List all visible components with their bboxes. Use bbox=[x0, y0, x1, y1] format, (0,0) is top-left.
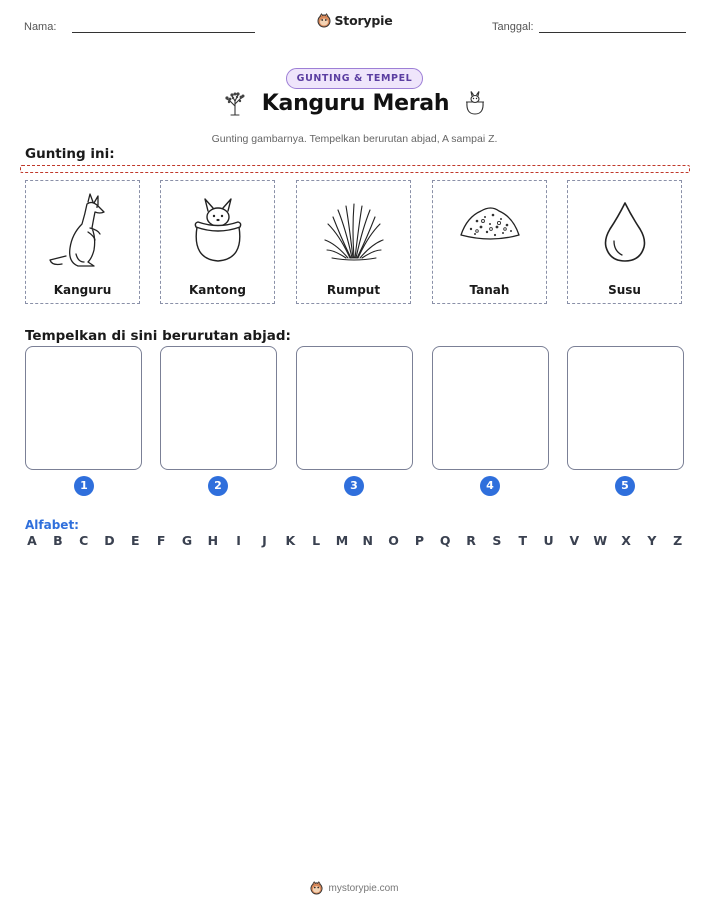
alphabet-letter: G bbox=[181, 533, 193, 548]
alphabet-letter: O bbox=[388, 533, 399, 548]
alphabet-row bbox=[25, 533, 685, 548]
card-label: Kantong bbox=[188, 283, 247, 297]
alphabet-letter: B bbox=[53, 533, 63, 548]
card-label: Kanguru bbox=[53, 283, 112, 297]
slot-number-3: 3 bbox=[344, 476, 364, 496]
slot-number-5: 5 bbox=[615, 476, 635, 496]
card-label: Tanah bbox=[469, 283, 510, 297]
alphabet-letter: C bbox=[79, 533, 89, 548]
alphabet-letter: H bbox=[207, 533, 219, 548]
cut-heading: Gunting ini: bbox=[25, 146, 115, 162]
alphabet-letter: P bbox=[414, 533, 424, 548]
date-line[interactable] bbox=[539, 32, 686, 33]
alphabet-letter: X bbox=[621, 533, 631, 548]
pouch-icon bbox=[188, 197, 248, 267]
activity-badge: GUNTING & TEMPEL bbox=[286, 68, 424, 89]
alphabet-letter: S bbox=[492, 533, 502, 548]
milk-drop-icon bbox=[600, 199, 650, 265]
storypie-logo-icon bbox=[310, 881, 323, 895]
cut-card-milk[interactable] bbox=[567, 180, 682, 304]
alphabet-letter: Q bbox=[439, 533, 451, 548]
alphabet-letter: N bbox=[362, 533, 373, 548]
alphabet-letter: D bbox=[104, 533, 115, 548]
title-wrap bbox=[0, 90, 709, 120]
alphabet-letter: I bbox=[236, 533, 241, 548]
alphabet-label: Alfabet: bbox=[25, 518, 79, 532]
alphabet-letter: A bbox=[27, 533, 37, 548]
tree-icon bbox=[222, 90, 248, 116]
cut-card-soil[interactable] bbox=[432, 180, 547, 304]
alphabet-letter: T bbox=[518, 533, 527, 548]
brand-name: Storypie bbox=[334, 13, 393, 28]
cut-card-pouch[interactable] bbox=[160, 180, 275, 304]
card-label: Susu bbox=[608, 283, 641, 297]
date-label: Tanggal: bbox=[492, 21, 534, 33]
paste-slot-2[interactable] bbox=[160, 346, 277, 470]
alphabet-letter: J bbox=[262, 533, 267, 548]
alphabet-letter: F bbox=[156, 533, 166, 548]
soil-icon bbox=[457, 197, 523, 247]
alphabet-letter: Z bbox=[673, 533, 683, 548]
cut-line bbox=[20, 165, 690, 173]
name-label: Nama: bbox=[24, 21, 57, 33]
alphabet-letter: K bbox=[285, 533, 296, 548]
paste-slot-3[interactable] bbox=[296, 346, 413, 470]
cut-card-grass[interactable] bbox=[296, 180, 411, 304]
brand bbox=[0, 13, 709, 32]
alphabet-letter: W bbox=[593, 533, 608, 548]
cut-card-kangaroo[interactable] bbox=[25, 180, 140, 304]
paste-slot-5[interactable] bbox=[567, 346, 684, 470]
footer bbox=[0, 880, 709, 899]
name-line[interactable] bbox=[72, 32, 255, 33]
badge-wrap bbox=[0, 66, 709, 89]
slot-number-4: 4 bbox=[480, 476, 500, 496]
alphabet-letter: E bbox=[131, 533, 140, 548]
kangaroo-icon bbox=[48, 192, 118, 272]
storypie-logo-icon bbox=[317, 13, 331, 28]
page-title: Kanguru Merah bbox=[261, 90, 450, 116]
slot-number-1: 1 bbox=[74, 476, 94, 496]
alphabet-letter: V bbox=[569, 533, 580, 548]
slot-number-2: 2 bbox=[208, 476, 228, 496]
alphabet-letter: L bbox=[312, 533, 321, 548]
alphabet-letter: U bbox=[543, 533, 554, 548]
alphabet-letter: Y bbox=[647, 533, 657, 548]
subtitle-wrap bbox=[0, 127, 709, 146]
alphabet-letter: M bbox=[335, 533, 349, 548]
paste-slot-1[interactable] bbox=[25, 346, 142, 470]
footer-link[interactable]: mystorypie.com bbox=[328, 882, 399, 894]
kangaroo-pouch-icon bbox=[463, 90, 487, 116]
instructions: Gunting gambarnya. Tempelkan berurutan abjad, A sampai Z. bbox=[211, 133, 498, 145]
grass-icon bbox=[322, 200, 386, 264]
paste-slot-4[interactable] bbox=[432, 346, 549, 470]
alphabet-letter: R bbox=[466, 533, 476, 548]
paste-heading: Tempelkan di sini berurutan abjad: bbox=[25, 328, 291, 344]
card-label: Rumput bbox=[326, 283, 381, 297]
